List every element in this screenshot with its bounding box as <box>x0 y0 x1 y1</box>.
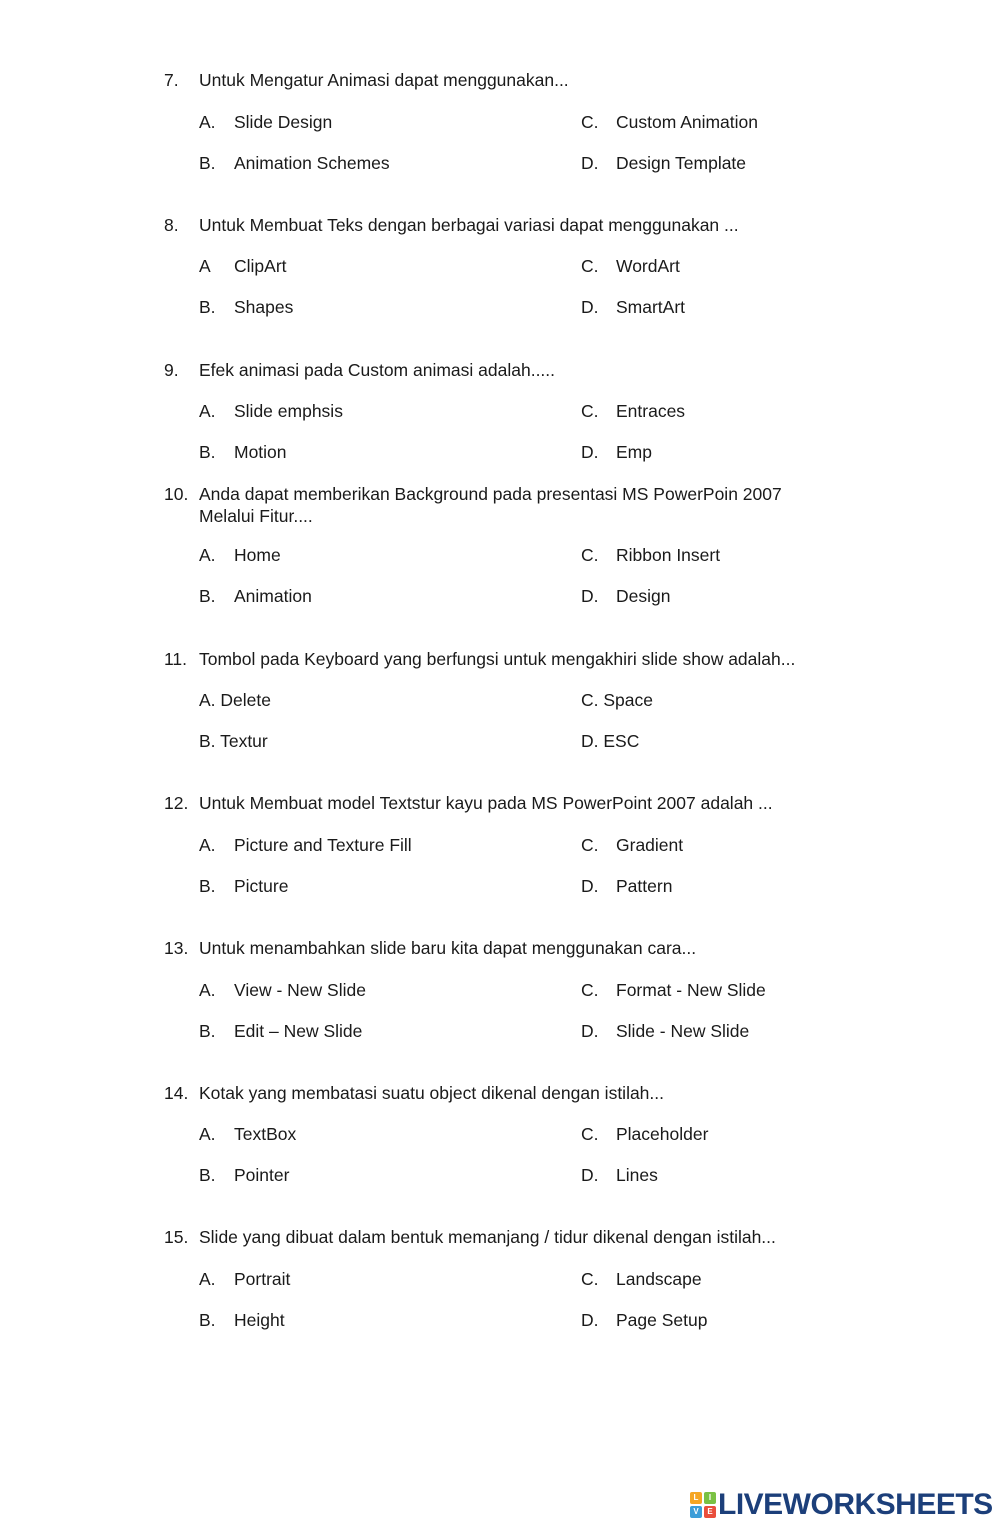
option-letter: D. <box>581 442 599 462</box>
option-letter: B. <box>199 1310 216 1330</box>
option-text: WordArt <box>616 256 680 276</box>
option-text: Home <box>234 545 281 565</box>
question-text: Efek animasi pada Custom animasi adalah..... <box>199 360 556 380</box>
option-text: Design <box>616 586 671 606</box>
option-letter: A. <box>199 980 216 1000</box>
question-text: Anda dapat memberikan Background pada presentasi MS PowerPoin 2007 Melalui Fitur.... <box>199 484 782 526</box>
option-text: Emp <box>616 442 652 462</box>
option-text: Picture <box>234 876 289 896</box>
option-text: Placeholder <box>616 1124 709 1144</box>
option-letter: B. <box>199 442 216 462</box>
liveworksheets-watermark <box>690 1487 993 1523</box>
option-letter: B. <box>199 153 216 173</box>
option-letter: B. <box>199 586 216 606</box>
option-text: Ribbon Insert <box>616 545 721 565</box>
question-number: 15. <box>164 1227 189 1247</box>
question-number: 13. <box>164 938 189 958</box>
option-text: Entraces <box>616 401 686 421</box>
option-letter: A. <box>199 835 216 855</box>
option-text: Gradient <box>616 835 684 855</box>
option-text: Page Setup <box>616 1310 708 1330</box>
option-text: Motion <box>234 442 287 462</box>
question-number: 7. <box>164 70 179 90</box>
option-letter: D. <box>581 1021 599 1041</box>
option-text: A. Delete <box>199 690 271 710</box>
option-text: Animation Schemes <box>234 153 390 173</box>
option-letter: B. <box>199 297 216 317</box>
option-letter: A <box>199 256 211 276</box>
option-text: Animation <box>234 586 312 606</box>
option-letter: A. <box>199 112 216 132</box>
option-letter: C. <box>581 1269 599 1289</box>
option-text: Format - New Slide <box>616 980 766 1000</box>
option-text: Pattern <box>616 876 673 896</box>
option-letter: B. <box>199 1165 216 1185</box>
question-text: Untuk menambahkan slide baru kita dapat menggunakan cara... <box>199 938 697 958</box>
option-text: Pointer <box>234 1165 290 1185</box>
option-text: Lines <box>616 1165 658 1185</box>
question-text: Kotak yang membatasi suatu object dikenal dengan istilah... <box>199 1083 665 1103</box>
question-number: 9. <box>164 360 179 380</box>
option-letter: D. <box>581 297 599 317</box>
option-letter: D. <box>581 153 599 173</box>
option-letter: B. <box>199 1021 216 1041</box>
option-text: ClipArt <box>234 256 287 276</box>
question-number: 14. <box>164 1083 189 1103</box>
option-letter: B. <box>199 876 216 896</box>
option-text: TextBox <box>234 1124 297 1144</box>
option-text: Edit – New Slide <box>234 1021 363 1041</box>
option-letter: D. <box>581 1165 599 1185</box>
option-letter: D. <box>581 586 599 606</box>
option-text: SmartArt <box>616 297 686 317</box>
option-letter: C. <box>581 545 599 565</box>
question-number: 12. <box>164 793 189 813</box>
option-text: Slide Design <box>234 112 333 132</box>
option-text: Design Template <box>616 153 747 173</box>
option-text: C. Space <box>581 690 653 710</box>
question-text: Untuk Membuat Teks dengan berbagai variasi dapat menggunakan ... <box>199 215 739 235</box>
question-text: Untuk Mengatur Animasi dapat menggunakan... <box>199 70 569 90</box>
option-letter: A. <box>199 401 216 421</box>
option-text: Height <box>234 1310 285 1330</box>
option-letter: C. <box>581 1124 599 1144</box>
option-text: Shapes <box>234 297 294 317</box>
option-letter: A. <box>199 1124 216 1144</box>
question-number: 11. <box>164 649 188 669</box>
option-letter: D. <box>581 876 599 896</box>
option-letter: A. <box>199 1269 216 1289</box>
option-text: D. ESC <box>581 731 640 751</box>
option-letter: D. <box>581 1310 599 1330</box>
option-letter: A. <box>199 545 216 565</box>
option-letter: C. <box>581 401 599 421</box>
question-text: Untuk Membuat model Textstur kayu pada MS PowerPoint 2007 adalah ... <box>199 793 773 813</box>
option-letter: C. <box>581 980 599 1000</box>
option-text: Landscape <box>616 1269 702 1289</box>
option-text: Slide - New Slide <box>616 1021 750 1041</box>
liveworksheets-logo-icon: L I V E <box>690 1492 716 1518</box>
question-number: 10. <box>164 484 189 504</box>
option-letter: C. <box>581 256 599 276</box>
option-text: Slide emphsis <box>234 401 343 421</box>
option-letter: C. <box>581 835 599 855</box>
question-text: Tombol pada Keyboard yang berfungsi untuk mengakhiri slide show adalah... <box>199 649 796 669</box>
option-text: B. Textur <box>199 731 268 751</box>
option-text: View - New Slide <box>234 980 366 1000</box>
option-text: Picture and Texture Fill <box>234 835 412 855</box>
option-text: Custom Animation <box>616 112 759 132</box>
question-text: Slide yang dibuat dalam bentuk memanjang / tidur dikenal dengan istilah... <box>199 1227 776 1247</box>
option-letter: C. <box>581 112 599 132</box>
question-number: 8. <box>164 215 179 235</box>
watermark-text: LIVEWORKSHEETS <box>718 1488 993 1521</box>
option-text: Portrait <box>234 1269 291 1289</box>
